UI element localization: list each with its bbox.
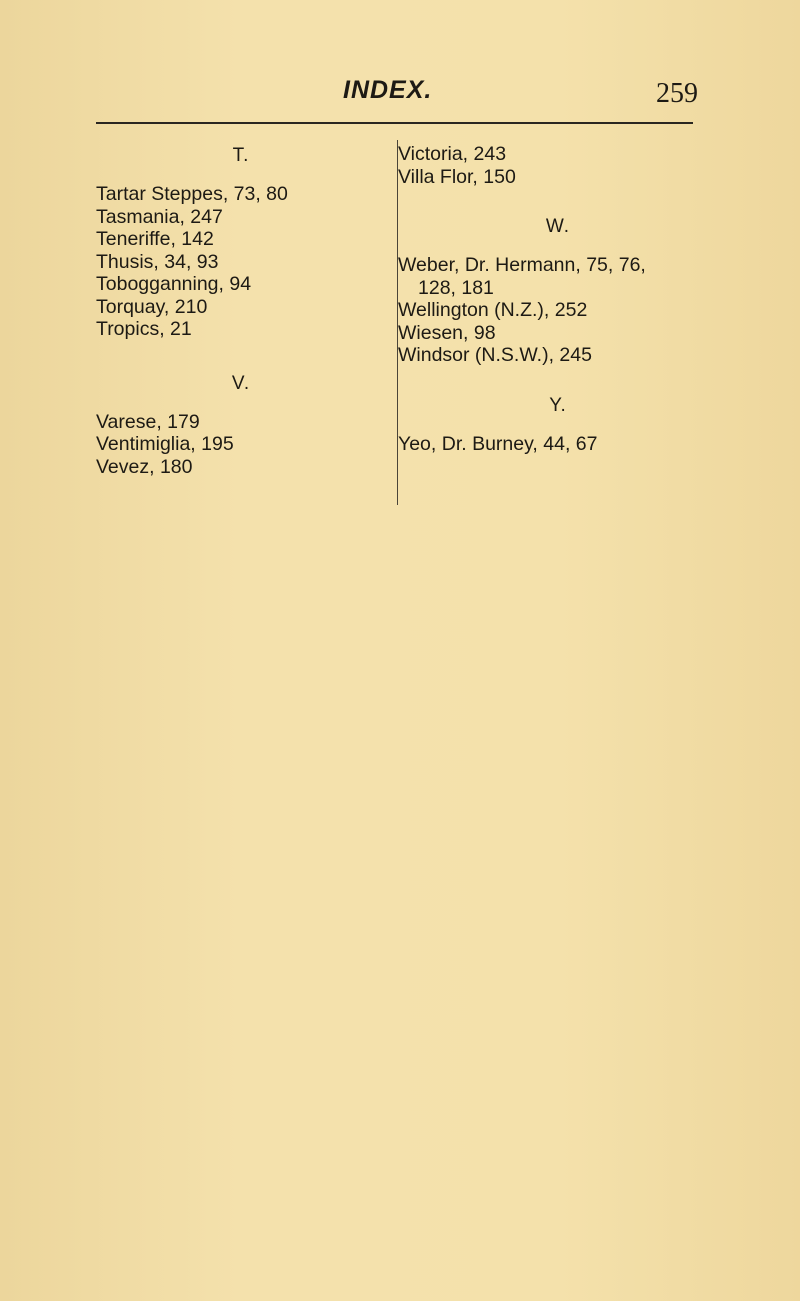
section-letter-t: T.: [232, 145, 250, 166]
index-entry: Tropics, 21: [96, 318, 192, 340]
page-title: INDEX.: [343, 76, 433, 104]
page-number: 259: [656, 78, 698, 109]
index-entry: Tobogganning, 94: [96, 273, 252, 295]
index-entry: Tartar Steppes, 73, 80: [96, 183, 288, 205]
index-entry: Weber, Dr. Hermann, 75, 76,: [398, 254, 646, 276]
index-entry: Victoria, 243: [398, 143, 507, 165]
index-entry: Thusis, 34, 93: [96, 250, 219, 273]
index-entry: Villa Flor, 150: [398, 165, 516, 188]
index-entry: Tasmania, 247: [96, 205, 223, 228]
index-entry: Wiesen, 98: [398, 321, 496, 344]
index-column-left: [96, 143, 386, 478]
section-letter-y: Y.: [549, 394, 567, 416]
running-head: [0, 76, 800, 110]
index-entry-continuation: 128, 181: [418, 276, 494, 299]
header-rule: [96, 122, 693, 124]
index-entry: Ventimiglia, 195: [96, 433, 234, 455]
index-entry: Varese, 179: [96, 410, 200, 433]
index-entry: Yeo, Dr. Burney, 44, 67: [398, 432, 598, 455]
section-letter-v: V.: [231, 372, 251, 394]
index-entry: Vevez, 180: [96, 455, 193, 478]
index-entry: Wellington (N.Z.), 252: [398, 299, 588, 321]
index-entry: Windsor (N.S.W.), 245: [398, 344, 592, 366]
index-entry: Torquay, 210: [96, 295, 208, 318]
index-entry: Teneriffe, 142: [96, 228, 214, 250]
section-letter-w: W.: [545, 216, 571, 237]
index-column-right: [398, 143, 718, 455]
